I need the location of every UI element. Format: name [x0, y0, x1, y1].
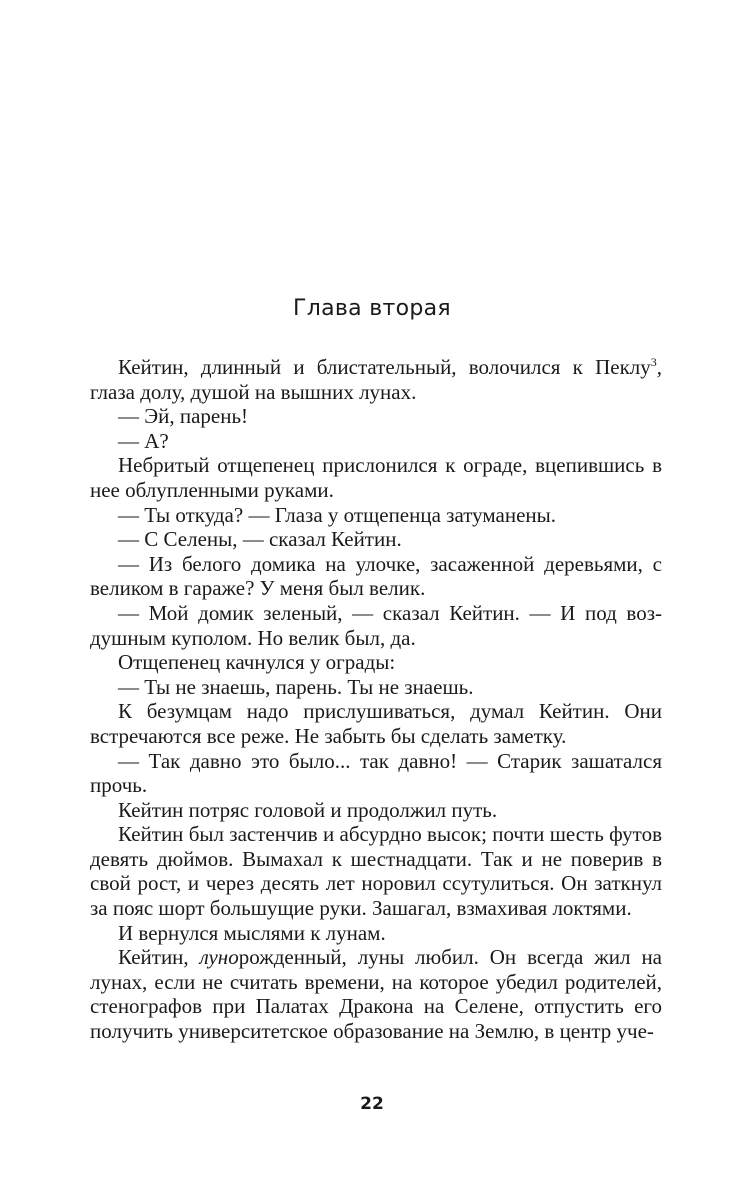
body-text	[90, 355, 662, 1044]
paragraph-1: Кейтин, длинный и блистательный, волочился к Пеклу$^3$, глаза долу, душой на вышних лунах.	[90, 355, 662, 404]
paragraph-6: — С Селены, — сказал Кейтин.	[118, 527, 402, 552]
paragraph-10: — Ты не знаешь, парень. Ты не знаешь.	[118, 674, 474, 699]
chapter-title: Глава вторая	[293, 296, 451, 321]
italic-emphasis: луно	[199, 945, 239, 970]
paragraph-13: Кейтин потряс головой и продолжил путь.	[118, 797, 498, 822]
paragraph-16: Кейтин, лунорожденный, луны любил. Он всегда жил на лунах, если не считать времени, на которое убедил родителей, стенографов при Палатах Дракона на Селене, отпустить его получить университетское образование на Землю, в центр уче-	[90, 945, 662, 1044]
paragraph-8: — Мой домик зеленый, — сказал Кейтин. — И под воздушным куполом. Но велик был, да.	[90, 600, 662, 650]
footnote-marker: 3	[650, 355, 657, 369]
paragraph-3: — А?	[118, 428, 169, 453]
paragraph-5: — Ты откуда? — Глаза у отщепенца затуманены.	[118, 502, 556, 527]
paragraph-2: — Эй, парень!	[118, 404, 249, 429]
page-number: 22	[360, 1094, 384, 1114]
paragraph-11: К безумцам надо прислушиваться, думал Кейтин. Они встречаются все реже. Не забыть бы сделать заметку.	[90, 699, 662, 748]
paragraph-4: Небритый отщепенец прислонился к ограде, вцепившись в нее облупленными руками.	[90, 453, 662, 502]
paragraph-9: Отщепенец качнулся у ограды:	[118, 650, 396, 675]
paragraph-15: И вернулся мыслями к лунам.	[118, 920, 386, 945]
paragraph-7: — Из белого домика на улочке, засаженной деревьями, с великом в гараже? У меня был велик.	[90, 551, 662, 601]
paragraph-14: Кейтин был застенчив и абсурдно высок; почти шесть футов девять дюймов. Вымахал к шестнадцати. Так и не поверив в свой рост, и через десять лет норовил ссутулиться. Он заткнул за пояс шорт большущие руки. Зашагал, взмахивая локтями.	[90, 822, 662, 921]
paragraph-12: — Так давно это было... так давно! — Старик зашатался прочь.	[90, 748, 662, 798]
